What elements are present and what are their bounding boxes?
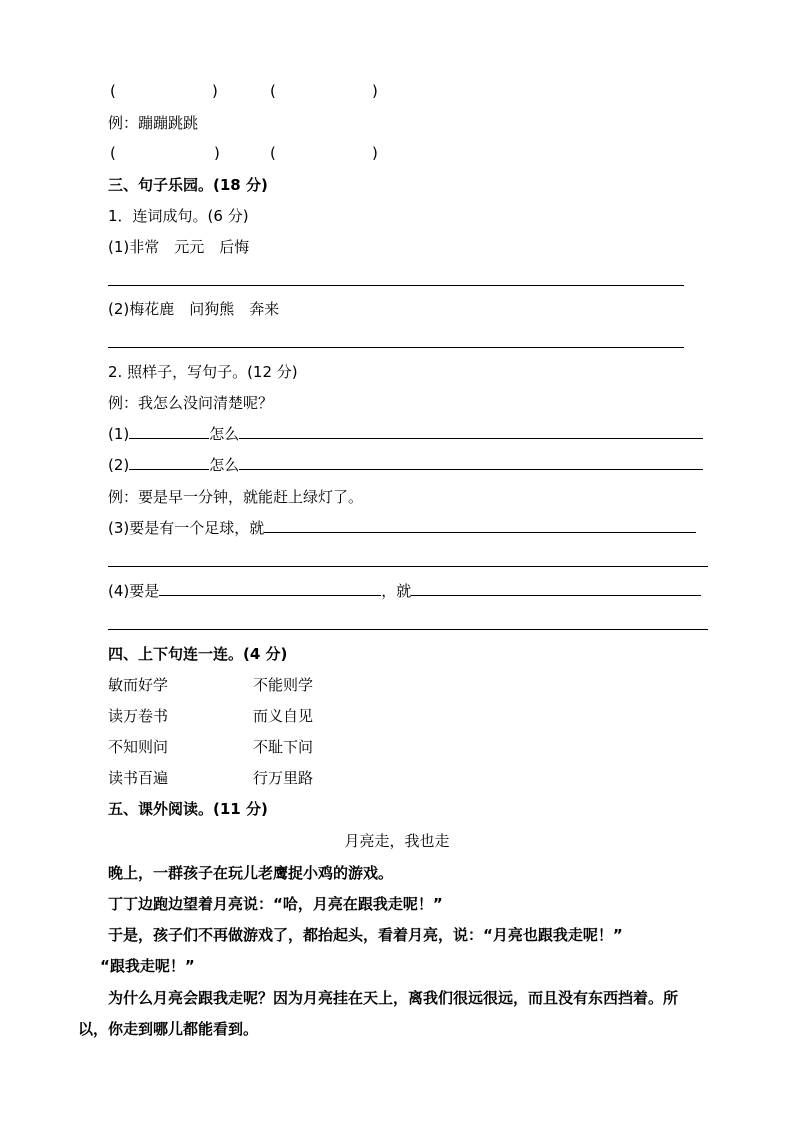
match-right-2: 而义自见 — [253, 707, 314, 725]
match-left-1: 敏而好学 — [108, 676, 169, 694]
paren-blank-2-open: ( — [270, 82, 276, 100]
answer-line-q1-2[interactable] — [108, 347, 684, 348]
blank-line[interactable] — [239, 455, 703, 470]
story-paragraph-5-line-2: 以，你走到哪儿都能看到。 — [78, 1020, 259, 1038]
q2-item-1 — [108, 424, 703, 444]
blank-line[interactable] — [129, 455, 209, 470]
words-example: 例：蹦蹦跳跳 — [108, 114, 199, 132]
match-left-3: 不知则问 — [108, 738, 169, 756]
section4-title: 四、上下句连一连。(4 分) — [108, 645, 288, 663]
blank-line[interactable] — [411, 581, 701, 596]
blank-line[interactable] — [239, 424, 703, 439]
q2-item-3-text: (3)要是有一个足球，就 — [108, 519, 265, 537]
paren-blank-3-close: ) — [214, 144, 220, 162]
q2-example-2: 例：要是早一分钟，就能赶上绿灯了。 — [108, 488, 364, 506]
paren-blank-4-open: ( — [270, 144, 276, 162]
section3-title: 三、句子乐园。(18 分) — [108, 176, 268, 194]
story-paragraph-3: 于是，孩子们不再做游戏了，都抬起头，看着月亮，说：“月亮也跟我走呢！” — [108, 926, 623, 944]
q1-item-1: (1)非常 元元 后悔 — [108, 238, 250, 256]
q2-example-1: 例：我怎么没问清楚呢？ — [108, 394, 274, 412]
q2-title: 2. 照样子，写句子。(12 分) — [108, 363, 298, 381]
paren-blank-1-open: ( — [110, 82, 116, 100]
blank-line[interactable] — [264, 518, 696, 533]
answer-line-q1-1[interactable] — [108, 285, 684, 286]
paren-blank-3-open: ( — [110, 144, 116, 162]
q1-title: 1．连词成句。(6 分) — [108, 207, 249, 225]
match-left-2: 读万卷书 — [108, 707, 169, 725]
blank-line[interactable] — [159, 581, 381, 596]
story-paragraph-1: 晚上，一群孩子在玩儿老鹰捉小鸡的游戏。 — [108, 864, 394, 882]
q2-item-4-prefix: (4)要是 — [108, 582, 160, 600]
q2-item-2-prefix: (2) — [108, 456, 130, 474]
story-paragraph-2: 丁丁边跑边望着月亮说：“哈，月亮在跟我走呢！” — [108, 895, 443, 913]
answer-line-q2-4[interactable] — [108, 629, 708, 630]
match-right-1: 不能则学 — [253, 676, 314, 694]
blank-line[interactable] — [129, 424, 209, 439]
paren-blank-4-close: ) — [372, 144, 378, 162]
q2-item-1-prefix: (1) — [108, 425, 130, 443]
story-paragraph-5-line-1: 为什么月亮会跟我走呢？因为月亮挂在天上，离我们很远很远，而且没有东西挡着。所 — [108, 989, 679, 1007]
story-title: 月亮走，我也走 — [344, 832, 450, 850]
q2-item-2-zenme: 怎么 — [209, 456, 240, 474]
paren-blank-2-close: ) — [372, 82, 378, 100]
q2-item-2 — [108, 455, 703, 475]
q1-item-2: (2)梅花鹿 问狗熊 奔来 — [108, 300, 280, 318]
match-right-3: 不耻下问 — [253, 738, 314, 756]
q2-item-3 — [108, 518, 696, 538]
paren-blank-1-close: ) — [212, 82, 218, 100]
match-left-4: 读书百遍 — [108, 769, 169, 787]
q2-item-4 — [108, 581, 701, 601]
section5-title: 五、课外阅读。(11 分) — [108, 800, 268, 818]
q2-item-1-zenme: 怎么 — [209, 425, 240, 443]
answer-line-q2-3[interactable] — [108, 566, 708, 567]
q2-item-4-mid: ，就 — [381, 582, 412, 600]
story-paragraph-4: “跟我走呢！” — [100, 957, 195, 975]
match-right-4: 行万里路 — [253, 769, 314, 787]
